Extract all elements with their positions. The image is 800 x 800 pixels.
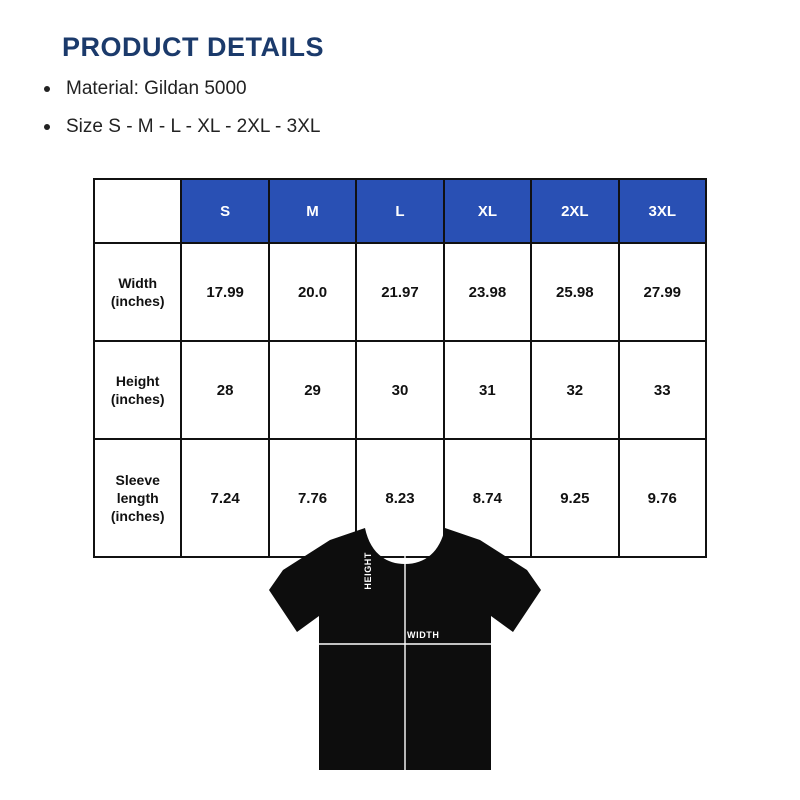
row-label-width: Width (inches) xyxy=(94,243,181,341)
column-header-3xl: 3XL xyxy=(619,179,706,243)
table-header-row xyxy=(94,179,706,243)
cell-height-s: 28 xyxy=(181,341,268,439)
cell-width-2xl: 25.98 xyxy=(531,243,618,341)
table-row xyxy=(94,341,706,439)
size-chart-body xyxy=(94,243,706,557)
cell-width-xl: 23.98 xyxy=(444,243,531,341)
cell-width-s: 17.99 xyxy=(181,243,268,341)
tshirt-measurement-diagram xyxy=(255,520,555,780)
cell-width-m: 20.0 xyxy=(269,243,356,341)
page-title: PRODUCT DETAILS xyxy=(62,32,324,62)
cell-sleeve-3xl: 9.76 xyxy=(619,439,706,557)
list-item-sizes: Size S - M - L - XL - 2XL - 3XL xyxy=(36,114,320,140)
cell-sleeve-s: 7.24 xyxy=(181,439,268,557)
product-detail-list xyxy=(36,76,320,152)
row-label-sleeve-length: Sleeve length (inches) xyxy=(94,439,181,557)
cell-height-3xl: 33 xyxy=(619,341,706,439)
cell-height-xl: 31 xyxy=(444,341,531,439)
tshirt-icon xyxy=(255,520,555,780)
cell-sleeve-m: 7.76 xyxy=(269,439,356,557)
cell-height-2xl: 32 xyxy=(531,341,618,439)
list-item-material: Material: Gildan 5000 xyxy=(36,76,320,102)
cell-height-l: 30 xyxy=(356,341,443,439)
column-header-s: S xyxy=(181,179,268,243)
width-label: WIDTH xyxy=(407,630,440,640)
row-label-height: Height (inches) xyxy=(94,341,181,439)
size-chart-head xyxy=(94,179,706,243)
column-header-m: M xyxy=(269,179,356,243)
cell-width-3xl: 27.99 xyxy=(619,243,706,341)
cell-sleeve-2xl: 9.25 xyxy=(531,439,618,557)
cell-width-l: 21.97 xyxy=(356,243,443,341)
cell-sleeve-xl: 8.74 xyxy=(444,439,531,557)
size-chart-table xyxy=(93,178,707,558)
height-label: HEIGHT xyxy=(363,552,373,590)
cell-height-m: 29 xyxy=(269,341,356,439)
table-corner-cell xyxy=(94,179,181,243)
table-row xyxy=(94,243,706,341)
column-header-xl: XL xyxy=(444,179,531,243)
column-header-2xl: 2XL xyxy=(531,179,618,243)
column-header-l: L xyxy=(356,179,443,243)
cell-sleeve-l: 8.23 xyxy=(356,439,443,557)
